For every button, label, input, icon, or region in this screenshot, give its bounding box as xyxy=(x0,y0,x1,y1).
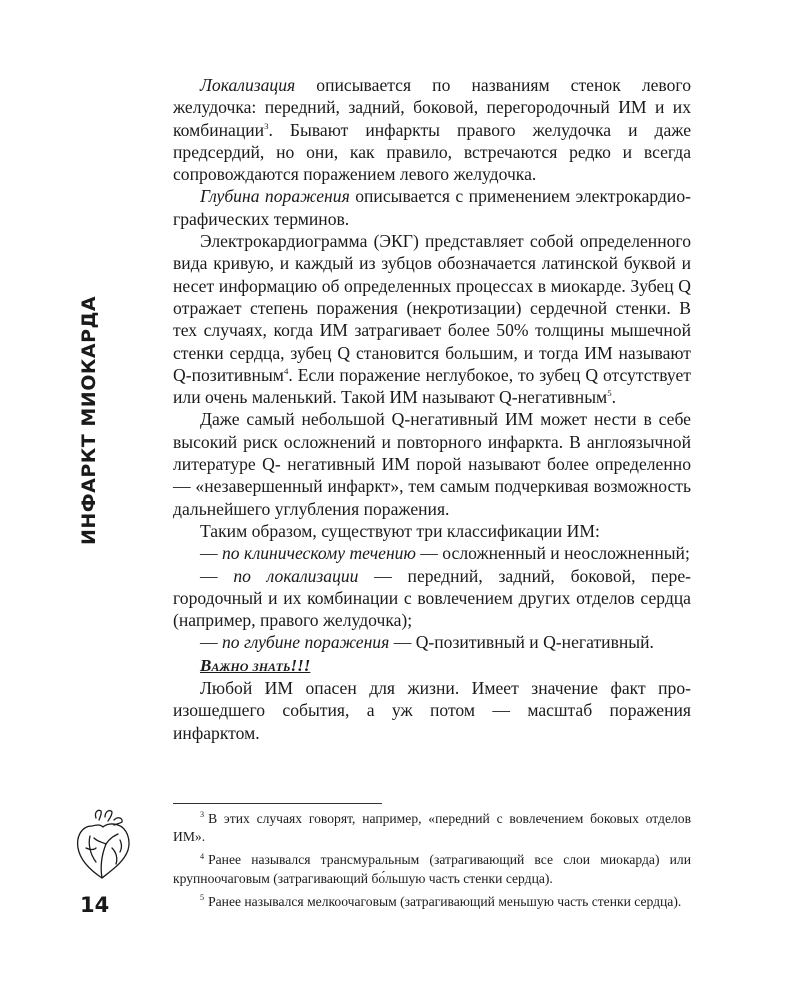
paragraph-text: описывается по названиям стенок левого желудочка: передний, задний, боковой, перегородочный ИМ и их комбинации xyxy=(173,75,691,140)
paragraph-text: . xyxy=(611,387,616,408)
term: по локализации xyxy=(233,565,359,586)
footnote xyxy=(173,810,691,846)
list-item xyxy=(173,542,691,564)
paragraph: Таким образом, существуют три классификации ИМ: xyxy=(200,520,600,541)
running-title: ИНФАРКТ МИОКАРДА xyxy=(78,295,100,545)
list-dash: — xyxy=(200,565,234,586)
paragraph: Даже самый небольшой Q-негативный ИМ может нести в себе высокий риск осложнений и повторного инфаркта. В англоязычной литературе Q- негативный ИМ порой называют более определенно — «незавершенный инфаркт», тем самым подчеркивая возможность дальнейшего углубления поражения. xyxy=(173,409,691,519)
important-exclamation: !!! xyxy=(290,655,311,675)
footnote-text: Ранее назывался трансмуральным (затрагивающий все слои миокарда) или крупноочаговым (затрагивающий бо́льшую часть стенки сердца). xyxy=(173,852,691,886)
paragraph-text: . Бывают инфаркты правого желудочка и даже предсердий, но они, как правило, встречаются редко и всегда сопровождаются поражением левого желудочка. xyxy=(173,119,691,185)
main-text xyxy=(173,74,691,744)
footnote-divider xyxy=(173,803,382,804)
list-dash: — xyxy=(200,543,222,564)
footnote-ref: 4 xyxy=(283,366,289,376)
list-dash: — xyxy=(200,632,222,653)
paragraph xyxy=(173,230,691,408)
footnote-ref: 5 xyxy=(607,388,612,399)
term: Локализация xyxy=(200,75,296,95)
footnote-ref: 3 xyxy=(264,120,269,131)
paragraph xyxy=(173,74,691,185)
footnote-number: 3 xyxy=(200,810,205,820)
footnote xyxy=(173,893,691,911)
important-label: Важно знать xyxy=(200,655,291,675)
term: по глубине поражения xyxy=(222,632,390,653)
paragraph-text: . Если поражение неглубокое, то зубец Q отсутствует или очень маленький. Такой ИМ называют Q-негативным xyxy=(173,364,691,408)
list-item xyxy=(173,565,691,632)
list-item-text: — передний, задний, боковой, перегородочный и их комбинации с вовлечением других отделов сердца (например, правого желудочка); xyxy=(173,565,691,631)
paragraph-text: Электрокардиограмма (ЭКГ) представляет собой определенного вида кривую, и каждый из зубцов обозначается латинской буквой и несет информацию об определенных процессах в миокарде. Зубец Q отражает степень поражения (некротизации) сердечной стенки. В тех случаях, когда ИМ затрагивает более 50% толщины мышечной стенки сердца, зубец Q становится большим, и тогда ИМ называют Q-позитивным xyxy=(173,231,691,385)
heart-icon xyxy=(72,808,134,882)
footnote xyxy=(173,851,691,887)
footnote-text: В этих случаях говорят, например, «передний с вовлечением боковых отделов ИМ». xyxy=(173,811,691,845)
list-item xyxy=(173,631,691,653)
important-heading xyxy=(173,654,691,677)
term: Глубина поражения xyxy=(200,186,350,207)
footnote-text: Ранее назывался мелкоочаговым (затрагивающий меньшую часть стенки сердца). xyxy=(208,893,682,909)
term: по клиническому течению xyxy=(222,543,416,564)
footnote-number: 4 xyxy=(200,851,205,861)
paragraph xyxy=(173,185,691,230)
paragraph-text: описывается с применением электрокардиографических терминов. xyxy=(173,186,691,229)
footnote-number: 5 xyxy=(200,893,205,903)
page-number: 14 xyxy=(80,893,110,917)
list-item-text: — Q-позитивный и Q-негативный. xyxy=(389,632,654,653)
footnotes xyxy=(173,810,691,916)
list-item-text: — осложненный и неосложненный; xyxy=(415,543,690,564)
paragraph: Любой ИМ опасен для жизни. Имеет значение факт произошедшего события, а уж потом — масштаб поражения инфарктом. xyxy=(173,678,691,743)
